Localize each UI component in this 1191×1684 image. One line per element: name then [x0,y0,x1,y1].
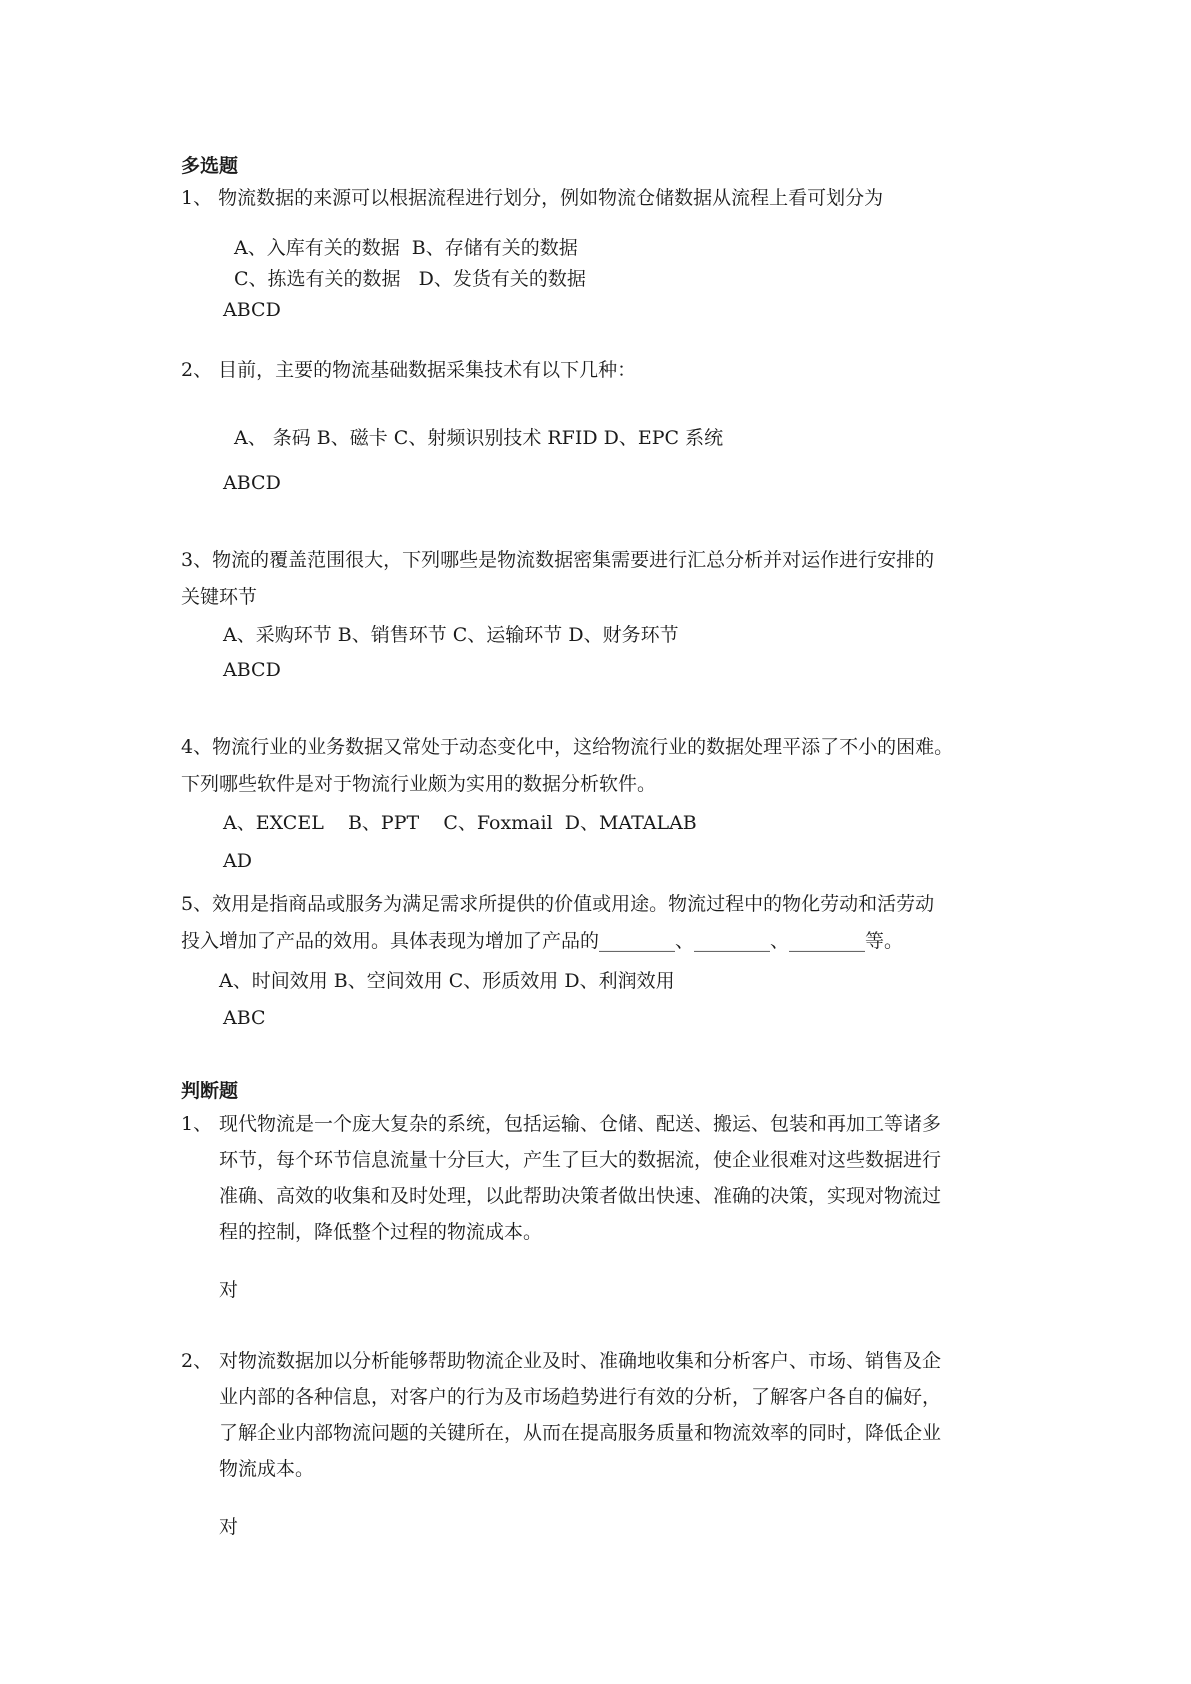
question-options: A、 条码 B、磁卡 C、射频识别技术 RFID D、EPC 系统 [234,427,724,449]
section-heading-multi-choice: 多选题 [181,155,239,177]
question-stem: 下列哪些软件是对于物流行业颇为实用的数据分析软件。 [181,773,657,795]
question-options: C、拣选有关的数据 D、发货有关的数据 [234,268,586,290]
question-answer: 对 [219,1516,239,1538]
question-text-line: 了解企业内部物流问题的关键所在，从而在提高服务质量和物流效率的同时，降低企业 [219,1422,942,1444]
question-text-line: 环节，每个环节信息流量十分巨大，产生了巨大的数据流，使企业很难对这些数据进行 [219,1149,942,1171]
question-options: A、入库有关的数据 B、存储有关的数据 [234,237,578,259]
question-options: A、EXCEL B、PPT C、Foxmail D、MATALAB [223,812,697,834]
question-text-line: 对物流数据加以分析能够帮助物流企业及时、准确地收集和分析客户、市场、销售及企 [219,1350,942,1372]
question-answer: ABCD [223,299,281,321]
question-options: A、时间效用 B、空间效用 C、形质效用 D、利润效用 [219,970,675,992]
question-answer: 对 [219,1279,239,1301]
question-text-line: 业内部的各种信息，对客户的行为及市场趋势进行有效的分析，了解客户各自的偏好， [219,1386,942,1408]
question-number: 2、 [181,1350,213,1372]
question-text-line: 现代物流是一个庞大复杂的系统，包括运输、仓储、配送、搬运、包装和再加工等诸多 [219,1113,942,1135]
question-options: A、采购环节 B、销售环节 C、运输环节 D、财务环节 [223,624,679,646]
question-answer: AD [223,850,252,872]
question-number: 1、 [181,1113,213,1135]
section-heading-true-false: 判断题 [181,1080,239,1102]
question-stem: 4、物流行业的业务数据又常处于动态变化中，这给物流行业的数据处理平添了不小的困难。 [181,736,954,758]
question-stem: 关键环节 [181,586,258,608]
question-stem: 3、物流的覆盖范围很大，下列哪些是物流数据密集需要进行汇总分析并对运作进行安排的 [181,549,935,571]
question-stem: 2、 目前，主要的物流基础数据采集技术有以下几种： [181,359,637,381]
question-text-line: 物流成本。 [219,1458,315,1480]
question-text-line: 程的控制，降低整个过程的物流成本。 [219,1221,543,1243]
question-answer: ABC [223,1007,266,1029]
question-stem: 投入增加了产品的效用。具体表现为增加了产品的________、________、________等。 [181,930,904,952]
question-stem: 5、效用是指商品或服务为满足需求所提供的价值或用途。物流过程中的物化劳动和活劳动 [181,893,935,915]
question-answer: ABCD [223,472,281,494]
question-answer: ABCD [223,659,281,681]
question-stem: 1、 物流数据的来源可以根据流程进行划分，例如物流仓储数据从流程上看可划分为 [181,187,884,209]
question-text-line: 准确、高效的收集和及时处理，以此帮助决策者做出快速、准确的决策，实现对物流过 [219,1185,942,1207]
